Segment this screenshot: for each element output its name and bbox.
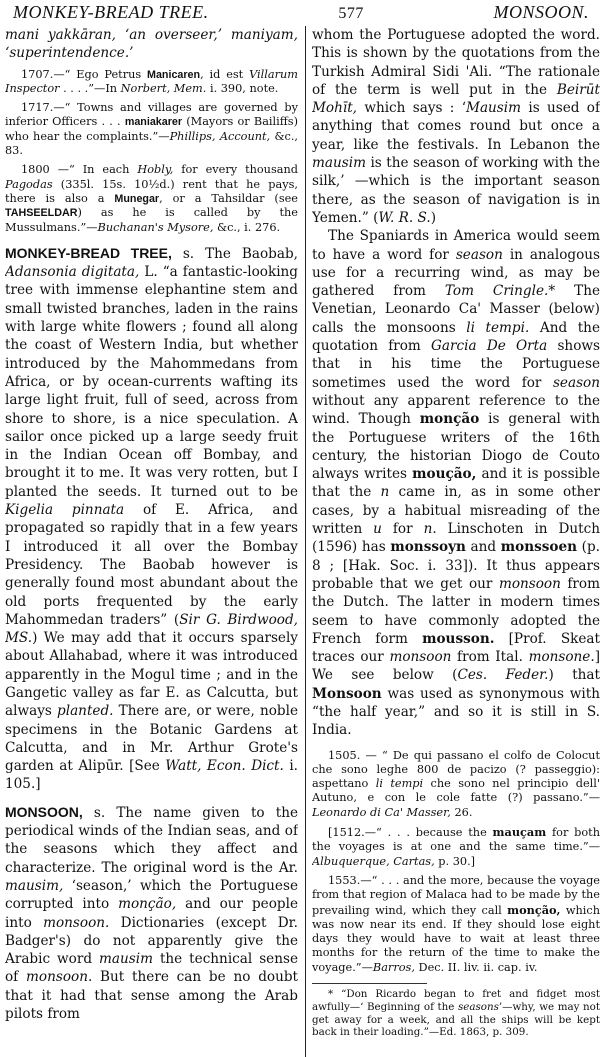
monsoon-spaniards-paragraph: The Spaniards in America would seem to have a word for season in analogous use for a recurring wind, as may be gathered from Tom Cringle.* The Venetian, Leonardo Ca' Masser (below) calls the monsoons li tempi. And the quotation from Garcia De Orta shows that in his time the Portuguese sometimes used the word for season without any apparent reference to the wind. Though monção is general with the Portuguese writers of the 16th century, the historian Diogo de Couto always writes moução, and it is possible that the n came in, as in some other cases, by a habitual misreading of the written u for n. Linschoten in Dutch (1596) has monssoyn and monssoen (p. 8 ; [Hak. Soc. i. 33]). It thus appears probable that we get our monsoon from the Dutch. The latter in modern times seem to have commonly adopted the French form mousson. [Prof. Skeat traces our monsoon from Ital. monsone.] We see below (Ces. Feder.) that Monsoon was used as synonymous with “the half year,” and so it is still in S. India. xyxy=(312,228,600,739)
quotation-1553: 1553.—“ . . . and the more, because the voyage from that region of Malaca had to be made by the prevailing wind, which they call monção, which was now near its end. If they should lose eight days they would have to wait at least three months for the return of the time to make the voyage.”—Barros, Dec. II. liv. ii. cap. iv. xyxy=(312,873,600,974)
quotation-1800: 1800 —“ In each Hobly, for every thousand Pagodas (335l. 15s. 10½d.) rent that he pays, there is also a Munegar, or a Tahsildar (see TAHSEELDAR) as he is called by the Mussulmans.”—Buchanan's Mysore, &c., i. 276. xyxy=(5,163,298,234)
footnote-divider xyxy=(312,983,427,984)
column-divider xyxy=(305,26,306,1057)
left-column xyxy=(5,26,298,1057)
quotation-1717: 1717.—“ Towns and villages are governed by inferior Officers . . . maniakarer (Mayors or Bailiffs) who hear the complaints.”—Phillips, Account, &c., 83. xyxy=(5,101,298,158)
entry-monkey-bread-tree: MONKEY-BREAD TREE, s. The Baobab, Adansonia digitata, L. “a fantastic-looking tree with immense elephantine stem and small twisted branches, laden in the rains with large white flowers ; found all along the coast of Western India, but whether introduced by the Mahommedans from Africa, or by ocean-currents wafting its large light fruit, full of seed, across from shore to shore, is a nice speculation. A sailor once picked up a large seedy fruit in the Indian Ocean off Bombay, and brought it to me. It was very rotten, but I planted the seeds. It turned out to be Kigelia pinnata of E. Africa, and propagated so rapidly that in a few years I introduced it all over the Bombay Presidency. The Baobab however is generally found most abundant about the old ports frequented by the early Mahommedan traders” (Sir G. Birdwood, MS.) We may add that it occurs sparsely about Allahabad, where it was introduced apparently in the Mogul time ; and in the Gangetic valley as far E. as Calcutta, but always planted. There are, or were, noble specimens in the Botanic Gardens at Calcutta, and in Mr. Arthur Grote's garden at Alipūr. [See Watt, Econ. Dict. i. 105.] xyxy=(5,244,298,793)
right-column xyxy=(312,26,600,1057)
two-column-body xyxy=(5,26,600,1057)
monsoon-continued: whom the Portuguese adopted the word. This is shown by the quotations from the Turkish Admiral Sidi 'Ali. “The rationale of the term is well put in the Beirūt Mohīt, which says : ‘Mausim is used of anything that comes round but once a year, like the festivals. In Lebanon the mausim is the season of working with the silk,’ —which is the important season there, as the season of navigation is in Yemen.” (W. R. S.) xyxy=(312,27,600,226)
page-number: 577 xyxy=(338,5,364,22)
footnote: * “Don Ricardo began to fret and fidget most awfully—‘ Beginning of the seasons’—why, we may not get away for a week, and all the ships will be kept back in their loading.”—Ed. 1863, p. 309. xyxy=(312,988,600,1039)
headword-monkey-bread-tree: MONKEY-BREAD TREE, xyxy=(5,244,172,261)
quotation-1512: [1512.—“ . . . because the mauçam for both the voyages is at one and the same time.”—Albuquerque, Cartas, p. 30.] xyxy=(312,825,600,868)
quotation-1505: 1505. — “ De qui passano el colfo de Colocut che sono leghe 800 de pacizo (? passeggio): aspettano li tempi che sono nel principio dell' Autuno, e con le cole fatte (?) passano.”—Leonardo di Ca' Masser, 26. xyxy=(312,748,600,819)
continued-text: mani yakkāran, ‘an overseer,’ maniyam, ‘superintendence.’ xyxy=(5,27,298,62)
entry-monsoon: MONSOON, s. The name given to the periodical winds of the Indian seas, and of the seasons which they affect and characterize. The original word is the Ar. mausim, ‘season,’ which the Portuguese corrupted into monção, and our people into monsoon. Dictionaries (except Dr. Badger's) do not apparently give the Arabic word mausim the technical sense of monsoon. But there can be no doubt that it had that sense among the Arab pilots from xyxy=(5,803,298,1023)
quotation-1707: 1707.—“ Ego Petrus Manicaren, id est Villarum Inspector . . . .”—In Norbert, Mem. i. 390, note. xyxy=(5,67,298,95)
running-header xyxy=(5,0,595,24)
headword-monsoon: MONSOON, xyxy=(5,803,83,820)
header-right-entry: MONSOON. xyxy=(493,2,589,22)
header-left-entry: MONKEY-BREAD TREE. xyxy=(13,2,209,22)
